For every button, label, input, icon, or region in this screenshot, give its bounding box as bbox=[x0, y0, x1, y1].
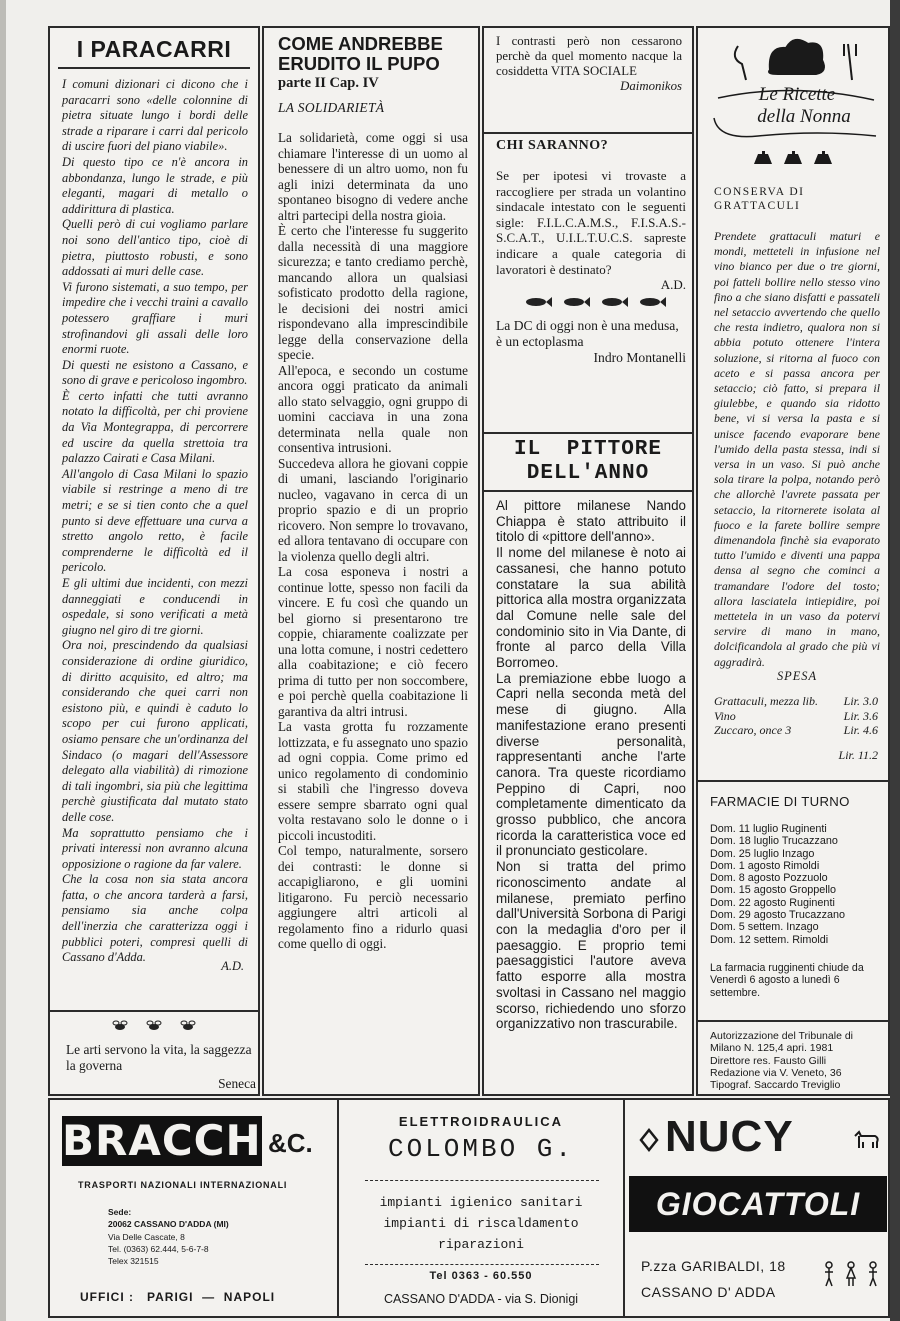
spesa-title: SPESA bbox=[776, 669, 818, 683]
pittore-body bbox=[496, 498, 686, 1094]
horse-icon bbox=[851, 1128, 881, 1150]
colombo-tel: Tel 0363 - 60.550 bbox=[429, 1270, 533, 1282]
farmacie-list bbox=[710, 823, 886, 946]
continuation-signature: Daimonikos bbox=[620, 79, 682, 93]
diamond-icon bbox=[639, 1128, 659, 1152]
paracarri-body bbox=[50, 69, 258, 965]
bracchi-offices: UFFICI : PARIGI — NAPOLI bbox=[80, 1290, 276, 1304]
farmacia-item: Dom. 5 settem. Inzago bbox=[710, 921, 819, 934]
nucy-name: NUCY bbox=[665, 1112, 794, 1161]
paragraph: Ma soprattutto pensiamo che i privati interessi non avranno alcuna opposizione o ragione da far valere. bbox=[62, 825, 248, 871]
farmacie-section bbox=[710, 794, 886, 999]
paragraph: La solidarietà, come oggi si usa chiamare l'interesse di un uomo al benessere di un altro uomo, non fu agli inizi determinata da uno spontaneo bisogno di vedere anche altri partecipi della nostra gioia. bbox=[278, 130, 468, 223]
nucy-ad bbox=[624, 1098, 890, 1318]
spesa-price: Lir. 4.6 bbox=[843, 723, 878, 737]
paragraph: Che la cosa non sia stata ancora fatta, o che ancora tarderà a farsi, pensiamo sia anche colpa dell'inerzia che caratterizza oggi i pubblici poteri, compresi quelli di Cassano d'Adda. bbox=[62, 872, 248, 965]
spesa-item: Zuccaro, once 3 bbox=[714, 723, 792, 737]
paragraph: La vasta grotta fu rozzamente lottizzata, e fu assegnato uno spazio ad ogni coppia. Come primo ed unico regolamento di condominio si stabilì che l'ingresso doveva essere sempre sbarrato ogni qual volta restavano solo le donne o i piccoli incustoditi. bbox=[278, 719, 468, 843]
chi-saranno-title: CHI SARANNO? bbox=[496, 138, 609, 153]
bracchi-address-line: Tel. (0363) 62.444, 5-6-7-8 bbox=[108, 1243, 209, 1254]
bracchi-suffix: &C. bbox=[268, 1128, 313, 1158]
paracarri-signature: A.D. bbox=[221, 959, 244, 973]
farmacia-item: Dom. 11 luglio Ruginenti bbox=[710, 823, 827, 835]
chi-saranno-text: Se per ipotesi vi trovaste a raccogliere per strada un volantino sindacale intestato con le seguenti sigle: F.I.L.C.A.M.S., F.I.S.A.S.-S.C.A.T., U.I.L.T.U.C.S. sapreste indicare a quale categoria di lavoratori è destinato? bbox=[496, 168, 686, 277]
pupo-column bbox=[262, 26, 480, 1096]
colombo-services bbox=[339, 1192, 623, 1255]
colombo-service: impianti di riscaldamento bbox=[383, 1216, 579, 1231]
bracchi-logo: BRACCHI bbox=[62, 1116, 279, 1165]
spesa-price: Lir. 3.6 bbox=[843, 708, 878, 723]
divider bbox=[365, 1180, 599, 1181]
ricette-logo bbox=[698, 28, 888, 146]
colophon-line: Autorizzazione del Tribunale di bbox=[710, 1030, 854, 1042]
paragraph: È certo infatti che tutti avranno notato la difficoltà, per chi proviene da Via Montegrappa, di percorrere ed uscire da quella strettoia tra palazzo Cairati e Casa Milani. bbox=[62, 388, 248, 466]
continuation-text: I contrasti però non cessarono perchè da quel momento nacque la cosiddetta VITA SOCIALE bbox=[496, 34, 682, 78]
paragraph: Succedeva allora he giovani coppie di umani, lasciando l'originario nucleo, vagavano in cerca di un proprio spazio e di un proprio ricovero. Non sempre lo trovavano, ed allora tentavano di occupare con la violenza quello degli altri. bbox=[278, 455, 468, 564]
fish-icon bbox=[516, 295, 666, 309]
colophon-line: Tipograf. Saccardo Treviglio bbox=[710, 1079, 841, 1092]
paragraph: Il nome del milanese è noto ai cassanesi, che hanno potuto constatare la sua abilità pittorica alla mostra organizzata dal Comune nelle sale del condominio sito in Via Dante, di fronte al parco della Villa Borromeo. bbox=[496, 545, 686, 671]
farmacia-item: Dom. 8 agosto Pozzuolo bbox=[710, 872, 828, 885]
farmacia-item: Dom. 25 luglio Inzago bbox=[710, 847, 815, 860]
paragraph: È certo che l'interesse fu suggerito dalla necessità di una maggiore sicurezza; e tanto crediamo perchè, mancando allora un qualsiasi sofisticato prodotto della ragione, le decisioni dei nostri amici rispondevano alla imprescindibile legge della conservazione della specie. bbox=[278, 223, 468, 362]
colophon-line: Direttore res. Fausto Gilli bbox=[710, 1054, 827, 1067]
pot-ornament bbox=[698, 150, 888, 171]
paragraph: La cosa esponeva i nostri a continue lotte, spesso non facili da vincere. E fu così che quando un bel giorno si presentarono tre coppie, chiaramente coalizzate per una lotta comune, i nostri cedettero alla coabitazione; e ciò fecero prima di tutto per non soccombere, e poi perchè quella coabitazione li garantiva da altri intrusi. bbox=[278, 564, 468, 719]
ricette-logo-line1: Le Ricette bbox=[758, 84, 836, 105]
bracchi-address bbox=[108, 1206, 229, 1267]
nucy-address1: P.zza GARIBALDI, 18 bbox=[641, 1258, 786, 1274]
recipe-text: Prendete grattaculi maturi e mondi, metteteli in infusione nel vino bianco per due o tre giorni, poi fatteli bollire nello stesso vino fino a che siano disfatti e passateli nel setaccio avvertendo che quello che resta indietro, qualora non si abbia potuto ottenere l'intera soluzione, si ritorna al fuoco con aceto e si passa ancora per setaccio; ciò fatto, si prepara il giulebbe, e quando sia ridotto bene, vi si versa la pasta e si unisce facendo evaporare bene l'umido della pasta stessa, indi si versa in un vaso. Si può anche sola tirare la polpa, notando però che allorchè l'avrete passata per setaccio, la ritornerete isolata al fuoco e la farete bollire sempre dimenandola finchè sia evaporato tutto l'umido e diventi una pappa densa al segno che cominci a tramandare l'odore del tosto; allora lasciatela intiepidire, poi mettetela in un vaso da potervi servire di mano in mano, dolcificandola al grado che più vi aggradirà. bbox=[714, 229, 880, 669]
spesa-total: Lir. 11.2 bbox=[838, 747, 878, 762]
divider bbox=[484, 432, 692, 434]
pupo-body bbox=[264, 116, 478, 1070]
spesa-item: Vino bbox=[714, 708, 736, 723]
page-edge bbox=[890, 0, 900, 1321]
colombo-line1: ELETTROIDRAULICA bbox=[398, 1114, 564, 1129]
recipes-column bbox=[696, 26, 890, 1096]
pupo-title: COME ANDREBBE ERUDITO IL PUPO bbox=[278, 33, 443, 74]
spesa-row bbox=[714, 709, 878, 724]
bee-ornament bbox=[50, 1018, 258, 1039]
divider bbox=[698, 780, 888, 782]
farmacia-item: Dom. 18 luglio Trucazzano bbox=[710, 835, 838, 848]
pupo-section: LA SOLIDARIETÀ bbox=[278, 100, 385, 115]
paragraph: Non si tratta del primo riconoscimento andate al milanese, premiato perfino dall'Università Sorbona di Parigi con la medaglia d'oro per il paesaggio. E proprio temi paesaggistici l'autore aveva fatto esporre alla mostra svoltasi in Cassano nel maggio scorso, richiedendo uno sforzo organizzativo non trascurabile. bbox=[496, 859, 686, 1032]
paragraph: Quelli però di cui vogliamo parlare noi sono dell'antico tipo, cioè di pietra, piuttosto robusti, e sono addossati ai muri delle case. bbox=[62, 217, 248, 279]
colombo-service: riparazioni bbox=[438, 1237, 524, 1252]
figures-icon bbox=[821, 1260, 881, 1288]
farmacia-item: Dom. 15 agosto Groppello bbox=[710, 884, 837, 897]
chi-saranno-signature: A.D. bbox=[660, 277, 686, 293]
pupo-subtitle: parte II Cap. IV bbox=[278, 75, 379, 91]
paragraph: Di questo tipo ce n'è ancora in abbondanza, lungo le strade, e più eleganti, magari di metallo o addirittura di plastica. bbox=[62, 154, 248, 216]
paragraph: Di questi ne esistono a Cassano, e sono di grave e pericoloso ingombro. bbox=[62, 357, 248, 388]
divider bbox=[484, 132, 692, 134]
bracchi-tagline: TRASPORTI NAZIONALI INTERNAZIONALI bbox=[78, 1180, 288, 1190]
paragraph: Al pittore milanese Nando Chiappa è stato attribuito il titolo di «pittore dell'anno». bbox=[496, 498, 686, 545]
paragraph: I comuni dizionari ci dicono che i paracarri sono «delle colonnine di pietra situate lungo i bordi delle strade a riparare i carri dal pericolo di uscire fuori del piano viabile». bbox=[62, 77, 248, 154]
paragraph: All'epoca, e secondo un costume ancora oggi praticato da animali allo stato selvaggio, ogni gruppo di uomini cacciava in una zona determinata nella quale non consentiva intrusioni. bbox=[278, 362, 468, 455]
colombo-ad bbox=[338, 1098, 624, 1318]
divider bbox=[698, 1020, 888, 1022]
divider bbox=[484, 490, 692, 492]
pittore-title-line1: IL PITTORE bbox=[513, 438, 663, 461]
recipe-title: CONSERVA DI GRATTACULI bbox=[714, 186, 805, 212]
bracchi-address-line: 20062 CASSANO D'ADDA (MI) bbox=[108, 1219, 229, 1230]
divider bbox=[50, 1010, 258, 1012]
farmacie-note: La farmacia rugginenti chiude da Venerdì 6 agosto a lunedì 6 settembre. bbox=[710, 961, 864, 999]
divider bbox=[365, 1264, 599, 1265]
farmacia-item: Dom. 29 agosto Trucazzano bbox=[710, 909, 846, 922]
nucy-banner: GIOCATTOLI bbox=[629, 1176, 887, 1232]
spesa-price: Lir. 3.0 bbox=[843, 694, 878, 708]
bracchi-address-line: Telex 321515 bbox=[108, 1256, 159, 1267]
paragraph: Vi furono sistemati, a suo tempo, per impedire che i vecchi traini a cavallo potessero graffiare i muri strofinandovi gli assali delle loro enormi ruote. bbox=[62, 279, 248, 357]
continuation bbox=[484, 28, 692, 94]
nucy-address2: CASSANO D' ADDA bbox=[641, 1284, 776, 1300]
dc-author: Indro Montanelli bbox=[593, 350, 686, 366]
bracchi-address-line: Via Delle Cascate, 8 bbox=[108, 1231, 185, 1242]
ricette-logo-line2: della Nonna bbox=[757, 106, 851, 127]
colophon bbox=[710, 1030, 888, 1091]
farmacia-item: Dom. 1 agosto Rimoldi bbox=[710, 859, 820, 872]
bee-icon bbox=[104, 1018, 204, 1034]
farmacia-item: Dom. 12 settem. Rimoldi bbox=[710, 933, 829, 946]
paracarri-title: I PARACARRI bbox=[76, 36, 232, 62]
fish-ornament bbox=[496, 295, 686, 314]
spesa-row bbox=[714, 694, 878, 709]
colophon-line: Redazione via V. Veneto, 36 bbox=[710, 1066, 842, 1079]
bracchi-ad bbox=[48, 1098, 338, 1318]
bracchi-sede-label: Sede: bbox=[108, 1207, 132, 1217]
paragraph: Col tempo, naturalmente, sorsero dei contrasti: le donne si accapigliarono, e gli uomini litigarono. Fu perciò necessario aggiungere altri articoli al regolamento fino a ridurlo quasi come quello di oggi. bbox=[278, 843, 468, 951]
seneca-author: Seneca bbox=[218, 1076, 256, 1091]
spesa-item: Grattaculi, mezza lib. bbox=[714, 694, 818, 708]
paracarri-column bbox=[48, 26, 260, 1096]
middle-column bbox=[482, 26, 694, 1096]
colombo-line2: COLOMBO G. bbox=[387, 1134, 575, 1164]
paragraph: Ora noi, prescindendo da qualsiasi considerazione di ordine giuridico, di diritto acquisito, ed altro; ma considerando che quei carri non esistono più, e quindi è caduto lo scopo per cui furono applicati, osiamo pensare che un'ordinanza del Sindaco (o magari dell'Assessore delegato alla viabilità) di rimozione di tali ingombri, sia più che legittima perchè giustificata dal mutato stato delle cose. bbox=[62, 638, 248, 824]
paragraph: All'angolo di Casa Milani lo spazio viabile si restringe a meno di tre metri; e se si tien conto che a quel punto si deve effettuare una curva a stretto angolo retto, è facile comprenderne le difficoltà ed il pericolo. bbox=[62, 466, 248, 575]
dc-quote: La DC di oggi non è una medusa, è un ectoplasma bbox=[496, 318, 679, 350]
colophon-line: Milano N. 125,4 apri. 1981 bbox=[710, 1042, 834, 1055]
page-edge-left bbox=[0, 0, 6, 1321]
pittore-title bbox=[484, 438, 692, 486]
farmacia-item: Dom. 22 agosto Ruginenti bbox=[710, 896, 835, 909]
paragraph: La premiazione ebbe luogo a Capri nella seconda metà del mese di giugno. Alla manifestazione erano presenti diverse personalità, rappresentanti anche l'arte canora. Tra queste ricordiamo Peppino di Capri, noo completamente dimenticato da grosso pubblico, che ancora ricorda la caratteristica voce ed il pronunciato gesticolare. bbox=[496, 670, 686, 859]
paragraph: E gli ultimi due incidenti, con mezzi danneggiati e conducendi in ospedale, si sono verificati a metà giugno nel giro di tre giorni. bbox=[62, 576, 248, 637]
spesa-list bbox=[714, 694, 880, 762]
colombo-service: impianti igienico sanitari bbox=[379, 1195, 583, 1210]
farmacie-title: FARMACIE DI TURNO bbox=[710, 794, 850, 809]
pot-icon bbox=[748, 150, 838, 166]
seneca-quote: Le arti servono la vita, la saggezza la governa bbox=[66, 1042, 252, 1073]
colombo-address: CASSANO D'ADDA - via S. Dionigi bbox=[383, 1292, 579, 1306]
pittore-title-line2: DELL'ANNO bbox=[526, 462, 650, 485]
spesa-row bbox=[714, 723, 878, 738]
